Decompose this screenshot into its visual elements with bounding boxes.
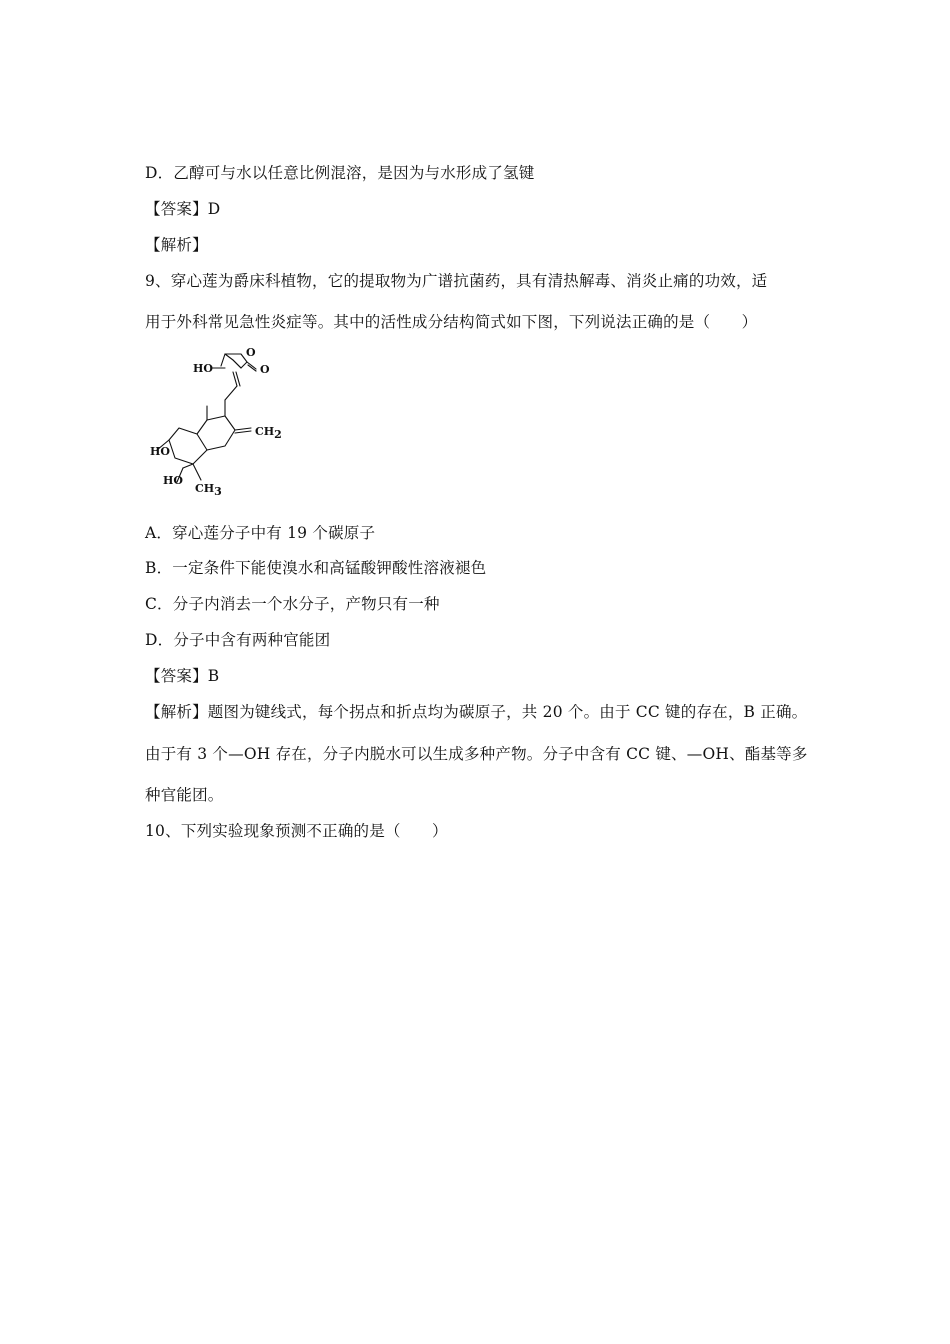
label-o-carbonyl: O [260,363,270,376]
q9-option-b: B．一定条件下能使溴水和高锰酸钾酸性溶液褪色 [145,559,487,577]
q9-option-a: A．穿心莲分子中有 19 个碳原子 [145,524,376,542]
q8-analysis-label: 【解析】 [145,236,208,254]
label-ho-bottom: HO [163,474,183,487]
q9-stem-line2: 用于外科常见急性炎症等。其中的活性成分结构简式如下图，下列说法正确的是（ ） [145,313,758,331]
q9-analysis-line3: 种官能团。 [145,786,224,804]
q9-stem-line1: 9、穿心莲为爵床科植物，它的提取物为广谱抗菌药，具有清热解毒、消炎止痛的功效，适 [145,272,768,290]
andrographolide-structure [145,342,285,500]
label-ch2: CH2 [255,425,282,441]
q8-answer: 【答案】D [145,200,221,218]
q8-option-d: D．乙醇可与水以任意比例混溶，是因为与水形成了氢键 [145,164,535,182]
q10-stem: 10、下列实验现象预测不正确的是（ ） [145,822,448,840]
q9-analysis-line1: 【解析】题图为键线式，每个拐点和折点均为碳原子，共 20 个。由于 CC 键的存在，B 正确。 [145,703,808,721]
q9-option-c: C．分子内消去一个水分子，产物只有一种 [145,595,440,613]
label-ch3: CH3 [195,482,222,498]
label-ho-left: HO [150,445,170,458]
q9-answer: 【答案】B [145,667,220,685]
q9-analysis-line2: 由于有 3 个—OH 存在，分子内脱水可以生成多种产物。分子中含有 CC 键、—OH、酯基等多 [145,745,808,763]
label-ho-top: HO [193,362,213,375]
q9-option-d: D．分子中含有两种官能团 [145,631,331,649]
label-o-ring: O [246,346,256,359]
